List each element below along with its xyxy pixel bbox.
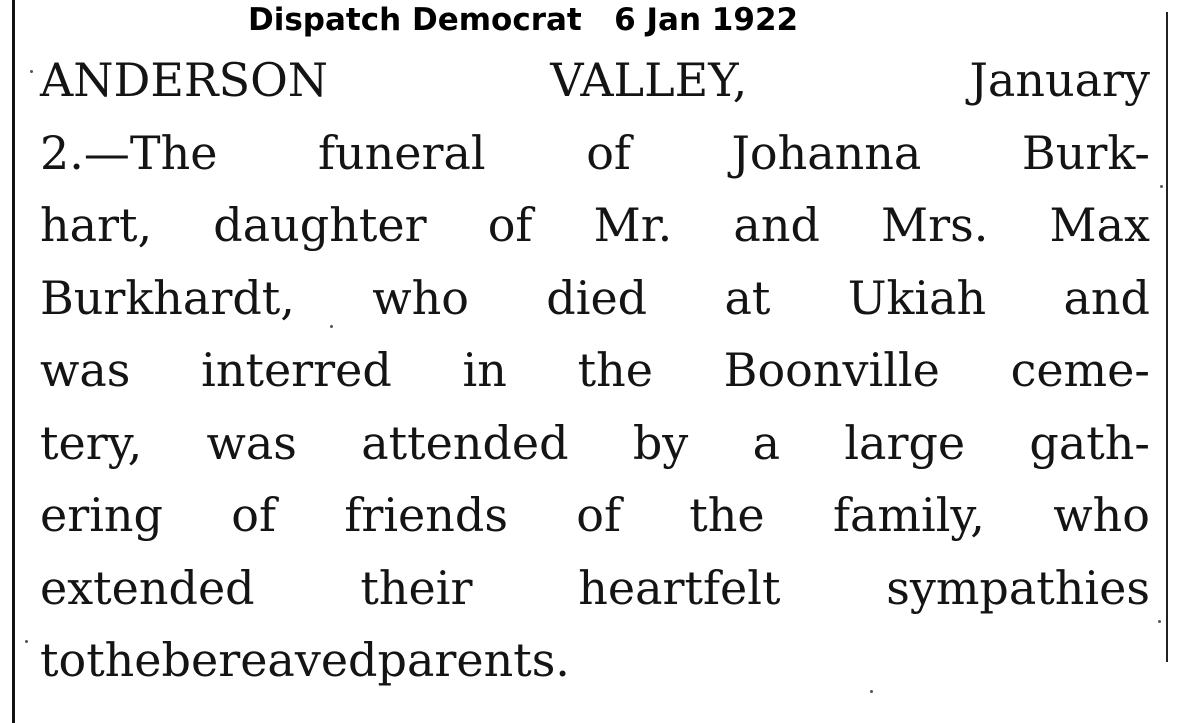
article-word: tery, [40, 415, 143, 470]
article-word: friends [344, 488, 508, 542]
article-word: Mr. [593, 198, 673, 252]
article-word: in [462, 343, 507, 397]
print-speck [1158, 620, 1161, 623]
article-word: Ukiah [847, 270, 987, 325]
print-speck [25, 640, 28, 643]
article-word: died [546, 270, 648, 325]
article-word: Max [1049, 198, 1150, 252]
print-speck [1160, 185, 1163, 188]
article-word: was [206, 415, 297, 470]
article-word: Johanna [731, 125, 922, 180]
article-line [40, 44, 1150, 117]
article-line [40, 189, 1150, 262]
article-line [40, 479, 1150, 552]
article-line [40, 334, 1150, 407]
article-word: hart, [40, 198, 153, 252]
article-word: interred [201, 343, 392, 397]
print-speck [30, 70, 33, 73]
article-word: who [1053, 488, 1150, 542]
article-word: January [969, 53, 1150, 107]
article-word: and [1063, 270, 1150, 325]
article-word: Burkhardt, [40, 270, 295, 325]
article-word: ering [40, 488, 163, 542]
article-word: extended [40, 560, 255, 615]
article-word: ceme- [1010, 343, 1150, 397]
article-word: to [40, 633, 87, 687]
article-body [40, 44, 1150, 697]
column-rule-left [12, 0, 15, 723]
article-line [40, 117, 1150, 190]
article-line [40, 262, 1150, 335]
article-word: of [586, 125, 631, 180]
article-word: 2.—The [40, 125, 218, 180]
article-word: the [689, 488, 765, 542]
article-word: attended [361, 415, 569, 470]
print-speck [870, 690, 873, 693]
article-word: funeral [317, 125, 486, 180]
article-word: of [231, 488, 277, 542]
column-rule-right [1166, 12, 1168, 662]
article-word: the [86, 633, 162, 687]
article-word: by [632, 415, 689, 470]
article-word: family, [832, 488, 985, 542]
clipping-caption [248, 0, 798, 40]
article-word: and [733, 198, 820, 252]
article-word: VALLEY, [550, 53, 748, 107]
article-word: who [372, 270, 469, 325]
article-word: gath- [1029, 415, 1150, 470]
article-line [40, 407, 1150, 480]
article-word: was [40, 343, 131, 397]
print-speck [330, 325, 333, 328]
article-word: a [752, 415, 781, 470]
article-word: sympathies [886, 560, 1150, 615]
article-word: Boonville [723, 343, 940, 397]
article-word: of [576, 488, 621, 542]
article-word: their [360, 560, 473, 615]
publication-date: 6 Jan 1922 [614, 2, 799, 38]
article-word: heartfelt [578, 560, 781, 615]
article-word: Burk- [1021, 125, 1150, 180]
article-word: the [577, 343, 653, 397]
article-word: at [724, 270, 771, 325]
article-word: Mrs. [881, 198, 989, 252]
article-word: daughter [213, 198, 427, 252]
article-word: parents. [377, 633, 570, 687]
article-word: ANDERSON [40, 53, 329, 107]
article-word: large [844, 415, 966, 470]
article-word: of [487, 198, 533, 252]
publication-name: Dispatch Democrat [248, 2, 582, 38]
article-line [40, 624, 1150, 697]
article-word: bereaved [161, 633, 378, 687]
article-line [40, 552, 1150, 625]
